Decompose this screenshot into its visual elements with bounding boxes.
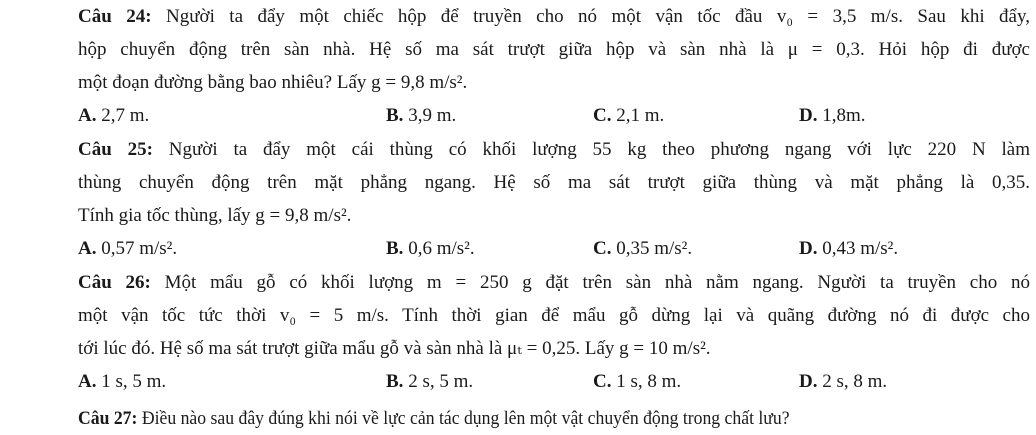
answer-letter: D.	[799, 105, 818, 126]
question-26	[78, 266, 1030, 399]
answer-text: 2,7 m.	[101, 105, 150, 126]
answer-option-a[interactable]	[78, 365, 166, 399]
answer-option-d[interactable]	[799, 232, 898, 266]
question-line	[78, 66, 1030, 99]
answer-text: 2 s, 5 m.	[408, 371, 474, 392]
answer-option-b[interactable]	[386, 99, 456, 133]
answer-letter: C.	[593, 238, 612, 259]
answer-letter: C.	[593, 371, 612, 392]
answer-option-c[interactable]	[593, 99, 664, 133]
question-text: Một mẩu gỗ có khối lượng m = 250 g đặt trên sàn nhà nằm ngang. Người ta truyền cho nó	[164, 272, 1031, 293]
answer-option-b[interactable]	[386, 365, 473, 399]
answer-option-d[interactable]	[799, 99, 866, 133]
answer-option-d[interactable]	[799, 365, 887, 399]
answer-letter: D.	[799, 371, 818, 392]
answer-options	[78, 232, 1030, 266]
answer-letter: B.	[386, 371, 404, 392]
question-text: thùng chuyển động trên mặt phẳng ngang. Hệ số ma sát trượt giữa thùng và mặt phẳng là 0,35.	[78, 172, 1030, 193]
question-label: Câu 27:	[78, 408, 138, 429]
question-line	[78, 0, 1030, 33]
answer-text: 2,1 m.	[616, 105, 665, 126]
answer-option-a[interactable]	[78, 232, 177, 266]
answer-option-c[interactable]	[593, 365, 681, 399]
question-text: tới lúc đó. Hệ số ma sát trượt giữa mẩu gỗ và sàn nhà là μₜ = 0,25. Lấy g = 10 m/s².	[78, 338, 711, 359]
question-label: Câu 26:	[78, 272, 151, 293]
answer-letter: A.	[78, 238, 97, 259]
question-text: Điều nào sau đây đúng khi nói về lực cản tác dụng lên một vật chuyển động trong chất lưu?	[141, 408, 790, 429]
answer-text: 2 s, 8 m.	[822, 371, 888, 392]
question-line	[78, 199, 1030, 232]
answer-option-a[interactable]	[78, 99, 149, 133]
answer-letter: A.	[78, 105, 97, 126]
question-line	[78, 166, 1030, 199]
answer-text: 1,8m.	[822, 105, 866, 126]
answer-text: 0,35 m/s².	[616, 238, 693, 259]
question-text: hộp chuyển động trên sàn nhà. Hệ số ma sát trượt giữa hộp và sàn nhà là μ = 0,3. Hỏi hộp đi được	[78, 39, 1030, 60]
question-text: Người ta đẩy một chiếc hộp để truyền cho nó một vận tốc đầu v₀ = 3,5 m/s. Sau khi đẩy,	[166, 6, 1031, 27]
answer-text: 0,57 m/s².	[101, 238, 178, 259]
question-line	[78, 332, 1030, 365]
answer-options	[78, 365, 1030, 399]
question-text: một đoạn đường bằng bao nhiêu? Lấy g = 9,8 m/s².	[78, 72, 468, 93]
question-line	[78, 133, 1030, 166]
answer-options	[78, 99, 1030, 133]
answer-letter: C.	[593, 105, 612, 126]
question-text: Tính gia tốc thùng, lấy g = 9,8 m/s².	[78, 205, 352, 226]
question-24	[78, 0, 1030, 133]
question-25	[78, 133, 1030, 266]
question-label: Câu 25:	[78, 139, 153, 160]
question-text: Người ta đẩy một cái thùng có khối lượng 55 kg theo phương ngang với lực 220 N làm	[168, 139, 1030, 160]
answer-text: 0,43 m/s².	[822, 238, 899, 259]
question-27-cut	[78, 402, 790, 435]
answer-letter: B.	[386, 238, 404, 259]
question-line	[78, 299, 1030, 332]
answer-letter: B.	[386, 105, 404, 126]
answer-option-b[interactable]	[386, 232, 475, 266]
answer-text: 1 s, 5 m.	[101, 371, 167, 392]
question-line	[78, 266, 1030, 299]
question-label: Câu 24:	[78, 6, 152, 27]
question-text: một vận tốc tức thời v₀ = 5 m/s. Tính thời gian để mẩu gỗ dừng lại và quãng đường nó đi được cho	[78, 305, 1030, 326]
answer-letter: D.	[799, 238, 818, 259]
answer-text: 3,9 m.	[408, 105, 457, 126]
answer-letter: A.	[78, 371, 97, 392]
question-line	[78, 33, 1030, 66]
document-page	[78, 0, 1031, 429]
answer-text: 1 s, 8 m.	[616, 371, 682, 392]
answer-option-c[interactable]	[593, 232, 692, 266]
answer-text: 0,6 m/s².	[408, 238, 475, 259]
